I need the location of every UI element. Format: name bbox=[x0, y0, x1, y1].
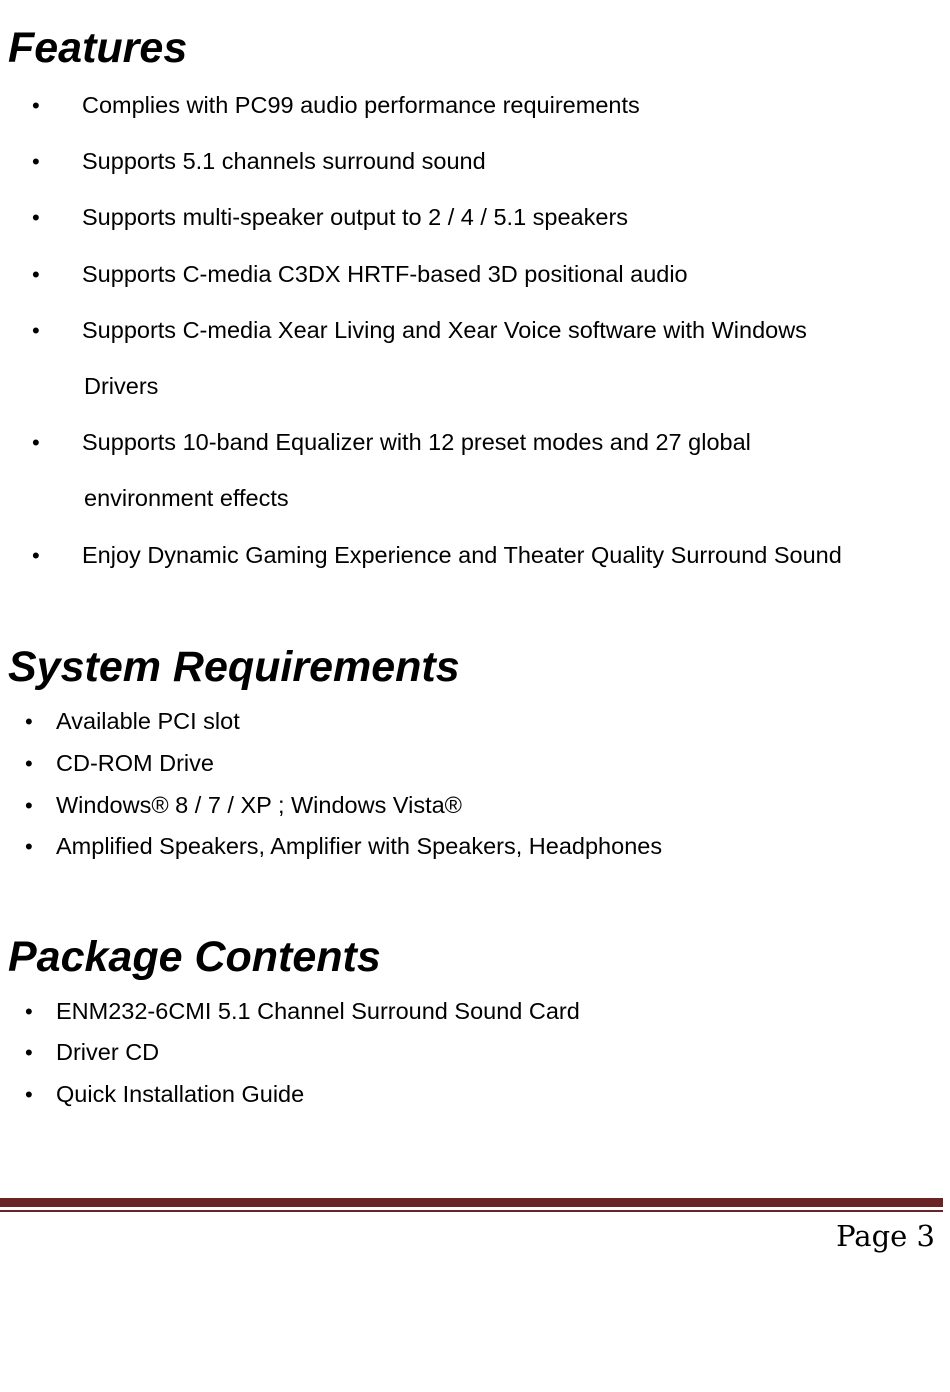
bullet-icon: • bbox=[25, 834, 33, 859]
feature-item: Supports C-media C3DX HRTF-based 3D positional audio bbox=[82, 261, 688, 287]
feature-item: Supports C-media Xear Living and Xear Voice software with Windows bbox=[82, 317, 807, 343]
bullet-icon: • bbox=[25, 751, 33, 776]
footer-rule bbox=[0, 1198, 943, 1207]
requirement-item: Amplified Speakers, Amplifier with Speakers, Headphones bbox=[56, 833, 663, 859]
bullet-icon: • bbox=[25, 1082, 33, 1107]
bullet-icon: • bbox=[32, 430, 40, 455]
bullet-icon: • bbox=[32, 262, 40, 287]
feature-item: Supports 10-band Equalizer with 12 preset modes and 27 global bbox=[82, 429, 751, 455]
bullet-icon: • bbox=[32, 543, 40, 568]
features-heading: Features bbox=[8, 24, 188, 72]
requirement-item: CD-ROM Drive bbox=[56, 750, 214, 776]
package-item: ENM232-6CMI 5.1 Channel Surround Sound Card bbox=[56, 998, 580, 1024]
package-item: Driver CD bbox=[56, 1039, 160, 1065]
feature-item-continuation: Drivers bbox=[84, 373, 159, 399]
feature-item: Supports multi-speaker output to 2 / 4 / 5.1 speakers bbox=[82, 204, 629, 230]
package-item: Quick Installation Guide bbox=[56, 1081, 305, 1107]
bullet-icon: • bbox=[25, 709, 33, 734]
footer-rule-thin bbox=[0, 1210, 943, 1212]
bullet-icon: • bbox=[32, 149, 40, 174]
bullet-icon: • bbox=[25, 999, 33, 1024]
bullet-icon: • bbox=[25, 1040, 33, 1065]
feature-item: Enjoy Dynamic Gaming Experience and Theater Quality Surround Sound bbox=[82, 542, 842, 568]
bullet-icon: • bbox=[25, 793, 33, 818]
package-contents-heading: Package Contents bbox=[8, 933, 381, 981]
feature-item: Supports 5.1 channels surround sound bbox=[82, 148, 486, 174]
system-requirements-heading: System Requirements bbox=[8, 643, 460, 691]
feature-item: Complies with PC99 audio performance requirements bbox=[82, 92, 640, 118]
requirement-item: Available PCI slot bbox=[56, 708, 240, 734]
requirement-item: Windows® 8 / 7 / XP ; Windows Vista® bbox=[56, 792, 462, 818]
bullet-icon: • bbox=[32, 318, 40, 343]
bullet-icon: • bbox=[32, 205, 40, 230]
feature-item-continuation: environment effects bbox=[84, 485, 289, 511]
bullet-icon: • bbox=[32, 93, 40, 118]
page-number: Page 3 bbox=[836, 1219, 935, 1253]
